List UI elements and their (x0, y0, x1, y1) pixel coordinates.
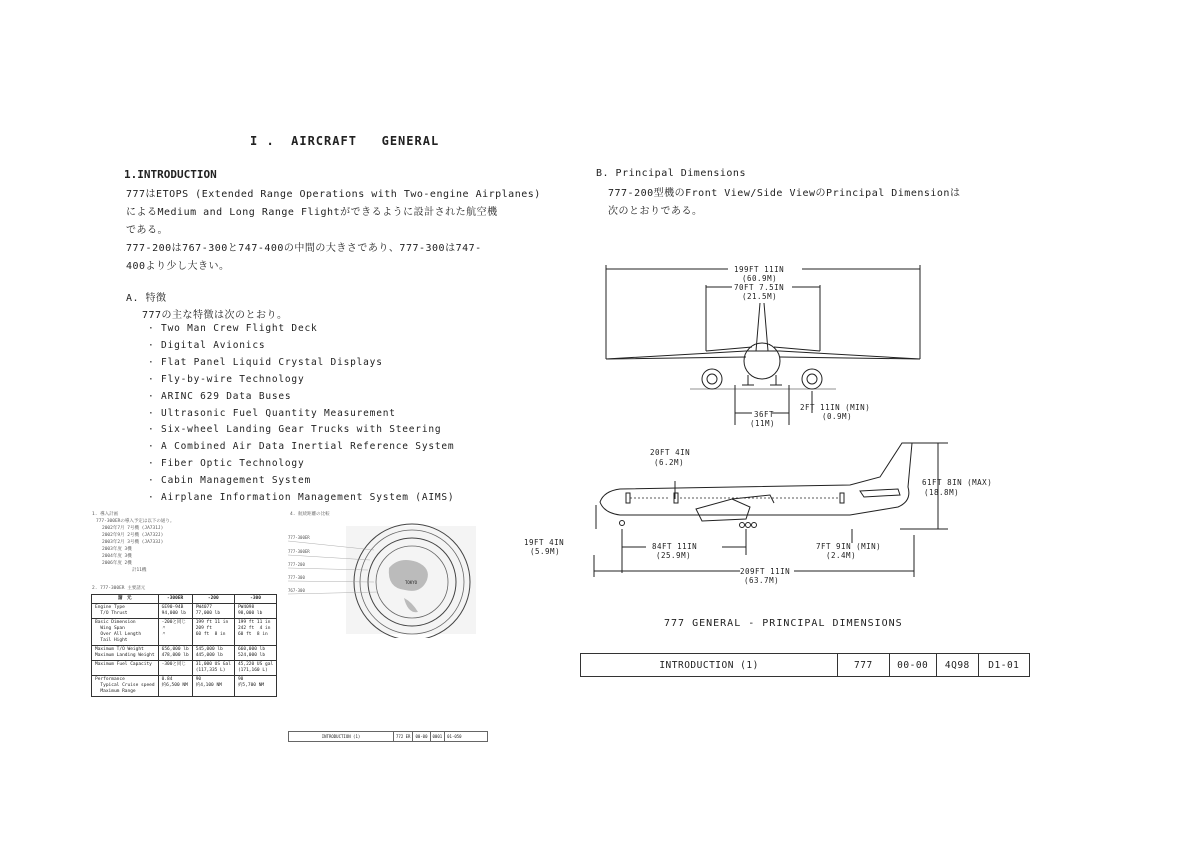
dimension-label: 61FT 8IN (MAX) (922, 478, 993, 487)
inset-note-line: 計11機 (132, 568, 147, 573)
inset-footer-cell: 01-050 (447, 734, 462, 739)
map-label: 777-300 (288, 575, 305, 580)
section-a-heading: A. 特徴 (126, 293, 167, 304)
inset-note-2-title: 2. 777-300ER 主要諸元 (92, 586, 146, 591)
spec-cell: Basic Dimension Wing Span Over All Length Tail Hight (92, 619, 159, 646)
spec-cell: PW4077 77,000 lb (192, 604, 234, 619)
feature-item: · Fly-by-wire Technology (148, 372, 454, 389)
side-view (594, 443, 948, 577)
footer-cell-date: 4Q98 (937, 654, 979, 676)
dimension-label: 199FT 11IN (734, 265, 785, 274)
intro-line: によるMedium and Long Range Flightができるように設計された航空機 (126, 207, 498, 218)
inset-note-1 (92, 511, 174, 574)
section-b-line: 777-200型機のFront View/Side ViewのPrincipal Dimensionは (608, 188, 961, 199)
feature-item: · Flat Panel Liquid Crystal Displays (148, 355, 454, 372)
spec-header-cell: 諸 元 (92, 595, 159, 604)
spec-header-cell: -300 (234, 595, 276, 604)
engine (707, 374, 717, 384)
main-gear (740, 523, 745, 528)
page-footer (580, 653, 1030, 677)
map-label: 777-300ER (288, 549, 310, 554)
wing (606, 351, 920, 359)
footer-cell-chapter: 00-00 (890, 654, 937, 676)
intro-line: である。 (126, 225, 168, 236)
inset-note-line: 2003年度 3機 (102, 547, 132, 552)
spec-cell: 199 ft 11 in 209 ft 60 ft 8 in (192, 619, 234, 646)
engine-side (696, 499, 750, 521)
inset-note-line: 2006年度 2機 (102, 561, 132, 566)
introduction-heading: 1.INTRODUCTION (124, 168, 217, 181)
section-b-line: 次のとおりである。 (608, 206, 703, 217)
dimension-label: (6.2M) (654, 458, 685, 467)
section-b-heading: B. Principal Dimensions (596, 168, 746, 179)
spec-cell: PW4098 98,000 lb (234, 604, 276, 619)
diagram-caption: 777 GENERAL - PRINCIPAL DIMENSIONS (664, 618, 903, 629)
dimension-label: 84FT 11IN (652, 542, 698, 551)
spec-cell: -300と同じ (158, 661, 192, 676)
dimension-label: 19FT 4IN (524, 538, 565, 547)
inset-footer-cell: 0001 (431, 732, 446, 741)
main-gear (746, 523, 751, 528)
dimension-label: (2.4M) (826, 551, 857, 560)
map-label: 777-200 (288, 562, 305, 567)
spec-cell: 90 約4,100 NM (192, 676, 234, 697)
feature-item: · A Combined Air Data Inertial Reference System (148, 439, 454, 456)
inset-footer (288, 731, 488, 742)
footer-cell-model: 777 (838, 654, 889, 676)
dimension-label: (60.9M) (742, 274, 778, 283)
section-b-text (608, 185, 998, 221)
spec-cell: 656,000 lb 478,000 lb (158, 646, 192, 661)
footer-cell-page: D1-01 (988, 659, 1020, 671)
spec-cell: GE90-94B 94,000 lb (158, 604, 192, 619)
spec-cell: 199 ft 11 in 242 ft 4 in 60 ft 8 in (234, 619, 276, 646)
engine (807, 374, 817, 384)
spec-table-header (92, 595, 277, 604)
inset-note-title: 1. 導入計画 (92, 512, 119, 517)
horizontal-stabilizer (860, 489, 900, 497)
features-list (148, 321, 454, 507)
inset-note-line: 2002年7月 7号機 (JA731J) (102, 526, 164, 531)
engine (702, 369, 722, 389)
spec-cell: Performance Typical Cruise speed Maximum Range (92, 676, 159, 697)
inset-note-line: 2003年2月 3号機 (JA733J) (102, 540, 164, 545)
map-label: 767-300 (288, 588, 305, 593)
spec-header-cell: -300ER (158, 595, 192, 604)
spec-cell: 90 約5,700 NM (234, 676, 276, 697)
dimension-label: 209FT 11IN (740, 567, 791, 576)
map-center-label: TOKYO (405, 580, 418, 585)
intro-line: 400より少し大きい。 (126, 261, 230, 272)
spec-cell: 660,000 lb 524,000 lb (234, 646, 276, 661)
dimension-label: (0.9M) (822, 412, 853, 421)
dimension-label: (21.5M) (742, 292, 778, 301)
dimension-label: 7FT 9IN (MIN) (816, 542, 882, 551)
dimension-label: 70FT 7.5IN (734, 283, 785, 292)
dimension-label: 20FT 4IN (650, 448, 691, 457)
spec-cell: 545,000 lb 445,000 lb (192, 646, 234, 661)
feature-item: · Ultrasonic Fuel Quantity Measurement (148, 406, 454, 423)
spec-table (91, 594, 277, 697)
intro-line: 777はETOPS (Extended Range Operations with Two-engine Airplanes) (126, 189, 541, 200)
range-map (284, 520, 488, 638)
feature-item: · ARINC 629 Data Buses (148, 389, 454, 406)
spec-cell: -200と同じ 〃 〃 (158, 619, 192, 646)
footer-cell-section: INTRODUCTION (1) (581, 654, 838, 676)
dimension-label: (63.7M) (744, 576, 780, 585)
table-row (92, 604, 277, 619)
feature-item: · Fiber Optic Technology (148, 456, 454, 473)
inset-footer-cell: 00-00 (413, 732, 430, 741)
dimension-label: 2FT 11IN (MIN) (800, 403, 871, 412)
table-row (92, 661, 277, 676)
inset-note-line: 2004年度 3機 (102, 554, 132, 559)
inset-footer-cell: 772 ER (394, 732, 413, 741)
spec-cell: 0.84 約6,500 NM (158, 676, 192, 697)
inset-note-line: 2002年9月 2号機 (JA732J) (102, 533, 164, 538)
dimension-label: (11M) (750, 419, 776, 428)
table-row (92, 619, 277, 646)
engine (802, 369, 822, 389)
feature-item: · Airplane Information Management System (AIMS) (148, 490, 454, 507)
page-title: I . AIRCRAFT GENERAL (250, 134, 440, 148)
dimension-label: 36FT (754, 410, 775, 419)
spec-cell: Engine Type T/O Thrust (92, 604, 159, 619)
stabilizer (706, 347, 820, 351)
fuselage (744, 343, 780, 379)
inset-note-line: 777-300ERの導入予定は以下の通り。 (96, 519, 175, 524)
feature-item: · Cabin Management System (148, 473, 454, 490)
dimension-label: (5.9M) (530, 547, 561, 556)
intro-line: 777-200は767-300と747-400の中間の大きさであり、777-300は747- (126, 243, 482, 254)
table-row (92, 676, 277, 697)
range-map-title: 4. 航続距離の比較 (290, 512, 330, 517)
inset-footer-cell: INTRODUCTION (1) (289, 732, 394, 741)
feature-item: · Two Man Crew Flight Deck (148, 321, 454, 338)
dimension-label: (25.9M) (656, 551, 692, 560)
spec-cell: 45,220 US gal (171,160 L) (234, 661, 276, 676)
dimension-label: (18.8M) (924, 488, 960, 497)
nose-gear (620, 521, 625, 526)
door (626, 493, 630, 503)
fuselage-side (600, 443, 912, 515)
principal-dimensions-diagram (520, 255, 1040, 590)
feature-item: · Six-wheel Landing Gear Trucks with Steering (148, 422, 454, 439)
wing (606, 357, 920, 359)
spec-cell: Maximum T/O Weight Maximum Landing Weight (92, 646, 159, 661)
introduction-text (126, 186, 556, 276)
landing-gear (742, 375, 782, 385)
spec-cell: 31,000 US Gal (117,335 L) (192, 661, 234, 676)
map-label: 777-300ER (288, 535, 310, 540)
table-row (92, 646, 277, 661)
main-gear (752, 523, 757, 528)
door (840, 493, 844, 503)
spec-header-cell: -200 (192, 595, 234, 604)
feature-item: · Digital Avionics (148, 338, 454, 355)
features-intro: 777の主な特徴は次のとおり。 (142, 310, 288, 321)
spec-cell: Maximum Fuel Capacity (92, 661, 159, 676)
